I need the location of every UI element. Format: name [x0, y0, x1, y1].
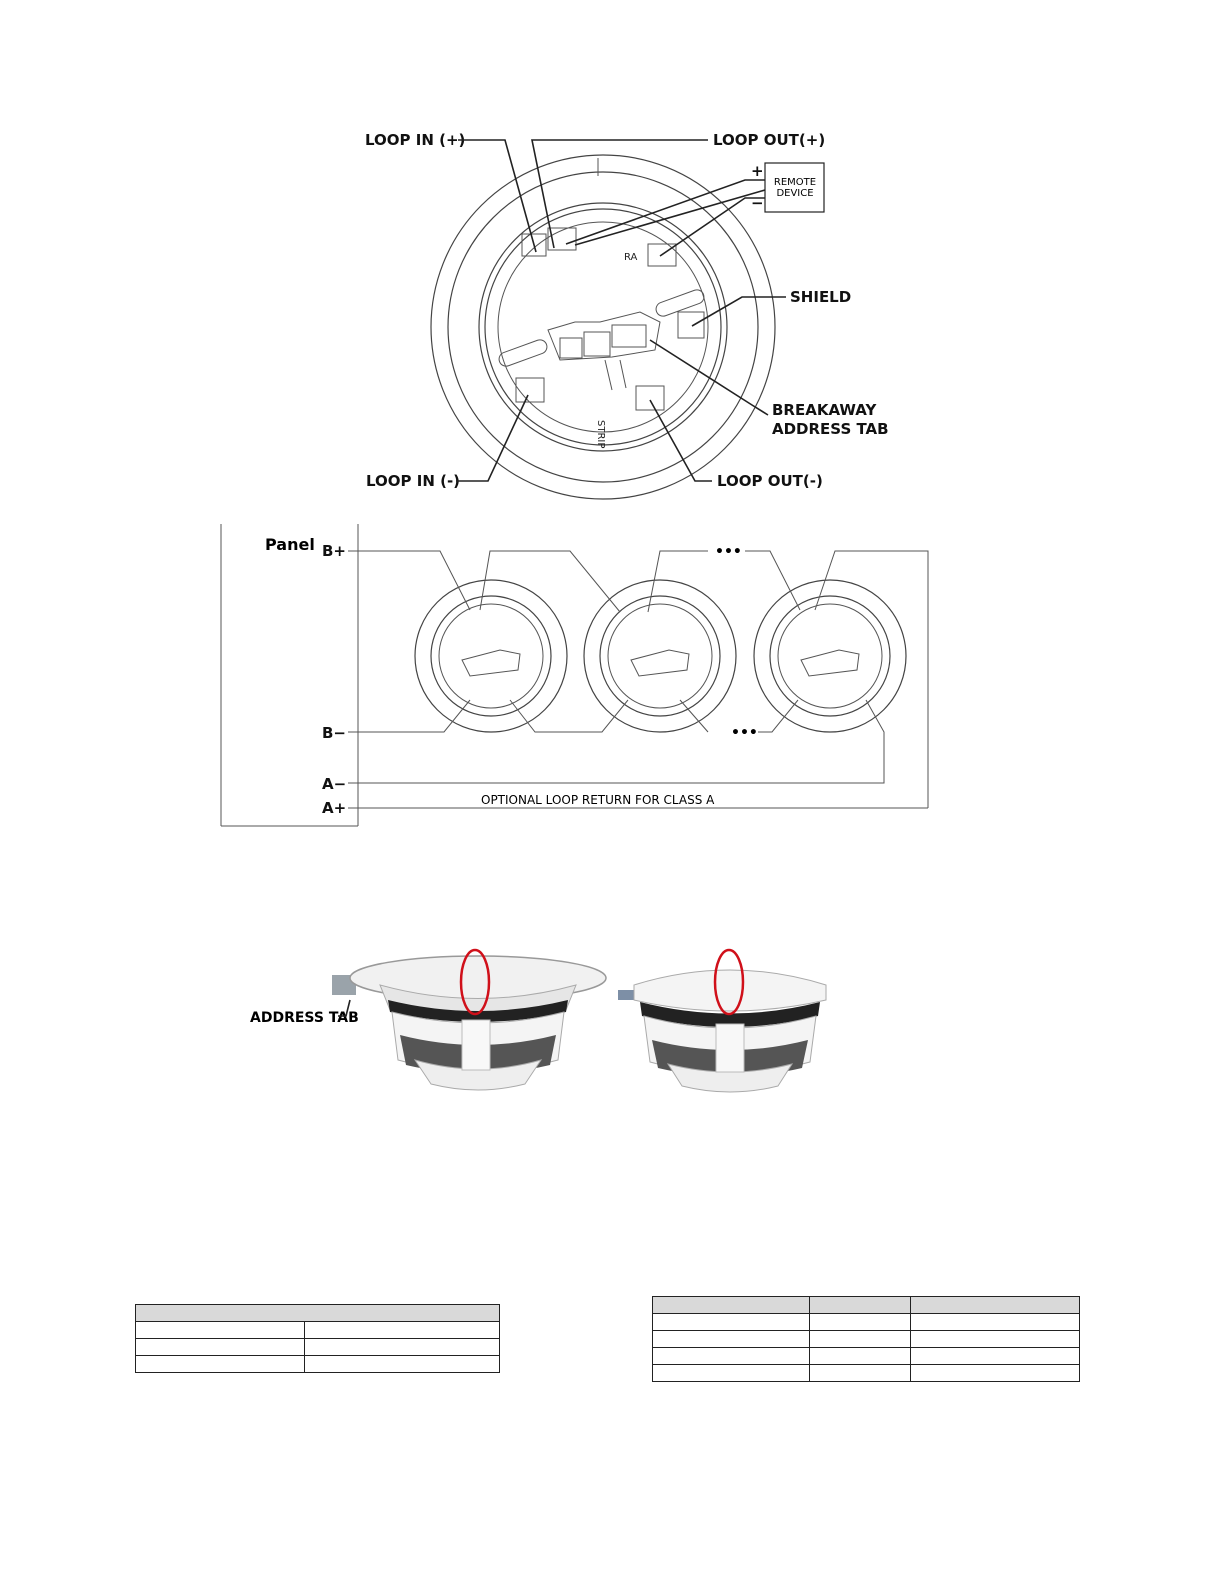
terminal-a-plus: A+ — [322, 799, 347, 817]
table-row — [653, 1365, 1080, 1382]
table-header-row — [136, 1305, 500, 1322]
ellipsis-bottom: ••• — [731, 725, 758, 741]
terminal-b-plus: B+ — [322, 542, 347, 560]
remote-minus-sign: − — [751, 194, 764, 212]
terminal-a-minus: A− — [322, 775, 347, 793]
table-row — [136, 1339, 500, 1356]
terminal-shield — [678, 312, 704, 338]
panel-label: Panel — [265, 535, 315, 554]
loop-wiring-diagram — [0, 515, 1224, 835]
detector-base-3 — [754, 580, 906, 732]
table-header-row — [653, 1297, 1080, 1314]
label-breakaway-2: ADDRESS TAB — [772, 420, 889, 438]
empty-table-left — [135, 1304, 500, 1373]
detector-installed-illustration — [0, 940, 1224, 1100]
base-mounting-slot-right — [654, 288, 706, 318]
table-row — [136, 1322, 500, 1339]
ellipsis-top: ••• — [715, 544, 742, 560]
label-loop-in-positive: LOOP IN (+) — [365, 131, 466, 149]
address-tab-label: ADDRESS TAB — [250, 1010, 359, 1026]
detector-with-base — [332, 956, 606, 1090]
base-wiring-diagram — [0, 0, 1224, 510]
base-center-housing — [548, 312, 660, 360]
empty-table-right — [652, 1296, 1080, 1382]
label-breakaway-1: BREAKAWAY — [772, 401, 877, 419]
table-row — [653, 1314, 1080, 1331]
remote-device-label-2: DEVICE — [776, 188, 814, 199]
base-mark-ra: RA — [624, 252, 638, 263]
base-mark-strip: STRIP — [595, 420, 606, 449]
detector-base-1 — [415, 580, 567, 732]
table-row — [653, 1331, 1080, 1348]
label-loop-out-negative: LOOP OUT(-) — [717, 472, 823, 490]
terminal-b-minus: B− — [322, 724, 347, 742]
terminal-loop-out-negative — [636, 386, 664, 410]
remote-plus-sign: + — [751, 162, 764, 180]
table-row — [136, 1356, 500, 1373]
remote-device-label-1: REMOTE — [773, 177, 817, 188]
label-loop-in-negative: LOOP IN (-) — [366, 472, 461, 490]
label-shield: SHIELD — [790, 288, 852, 306]
detector-base-2 — [584, 580, 736, 732]
optional-return-label: OPTIONAL LOOP RETURN FOR CLASS A — [481, 793, 715, 807]
detector-head — [618, 970, 826, 1092]
terminal-loop-in-negative — [516, 378, 544, 402]
table-row — [653, 1348, 1080, 1365]
label-loop-out-positive: LOOP OUT(+) — [713, 131, 826, 149]
